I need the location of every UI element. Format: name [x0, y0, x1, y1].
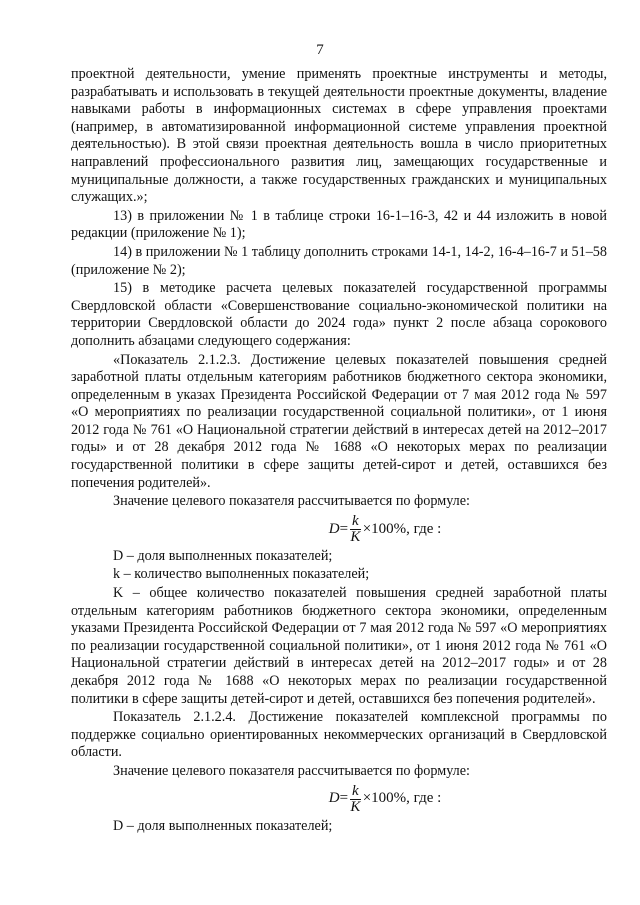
page-number: 7 [316, 42, 324, 58]
definition-d-2: D – доля выполненных показателей; [113, 817, 333, 834]
formula-numerator: k [352, 512, 359, 529]
paragraph-item-13: 13) в приложении № 1 в таблице строки 16-1–16-3, 42 и 44 изложить в новой редакции (приложение № 1); [71, 207, 607, 242]
formula-lhs: D [328, 790, 340, 807]
paragraph-formula-intro: Значение целевого показателя рассчитывается по формуле: [113, 493, 470, 510]
formula-fraction [350, 514, 361, 545]
definition-K: K – общее количество показателей повышения средней заработной платы отдельным категориям работников бюджетного сектора экономики, определенным указами Президента Российской Федерации от 7 мая 2012 года № 597 «О мероприятиях по реализации государственной социальной политики», от 1 июня 2012 года № 761 «О Национальной стратегии действий в интересах детей на 2012–2017 годы» и от 28 декабря 2012 года № 1688 «О некоторых мерах по реализации государственной политики в сфере защиты детей-сирот и детей, оставшихся без попечения родителей». [71, 585, 607, 707]
paragraph-formula-intro-2: Значение целевого показателя рассчитывается по формуле: [113, 762, 470, 779]
definition-d: D – доля выполненных показателей; [113, 547, 333, 564]
paragraph-item-15: 15) в методике расчета целевых показателей государственной программы Свердловской области «Совершенствование социально-экономической политики на территории Свердловской области до 2024 года» пункт 2 после абзаца сорокового дополнить абзацами следующего содержания: [71, 280, 607, 349]
paragraph-indicator-2-1-2-4: Показатель 2.1.2.4. Достижение показателей комплексной программы по поддержке социально ориентированных некоммерческих организаций в Свердловской области. [71, 709, 607, 761]
formula-eq: = [339, 790, 349, 807]
formula-fraction [350, 784, 361, 815]
formula-numerator: k [352, 782, 359, 799]
formula-denominator: K [350, 798, 361, 815]
formula-denominator: K [350, 528, 361, 545]
definition-k: k – количество выполненных показателей; [113, 566, 370, 583]
formula-1 [71, 514, 607, 545]
formula-tail: ×100%, где : [362, 520, 442, 537]
paragraph-item-14: 14) в приложении № 1 таблицу дополнить строками 14-1, 14-2, 16-4–16-7 и 51–58 (приложение № 2); [71, 243, 607, 278]
formula-2 [71, 784, 607, 815]
paragraph-continuation: проектной деятельности, умение применять проектные инструменты и методы, разрабатывать и использовать в текущей деятельности проектные документы, владение навыками работы в информационных системах в сфере управления проектами (например, в автоматизированной информационной системе управления проектной деятельностью). В этой связи проектная деятельность вошла в число приоритетных направлений профессионального развития лиц, замещающих государственные и муниципальные должности, а также государственных гражданских и муниципальных служащих.»; [71, 66, 607, 206]
paragraph-indicator-2-1-2-3: «Показатель 2.1.2.3. Достижение целевых показателей повышения средней заработной платы отдельным категориям работников бюджетного сектора экономики, определенным в указах Президента Российской Федерации от 7 мая 2012 года № 597 «О мероприятиях по реализации государственной социальной политики», от 1 июня 2012 года № 761 «О Национальной стратегии действий в интересах детей на 2012–2017 годы» и от 28 декабря 2012 года № 1688 «О некоторых мерах по реализации государственной политики в сфере защиты детей-сирот и детей, оставшихся без попечения родителей». [71, 351, 607, 491]
formula-lhs: D [328, 520, 340, 537]
document-body [71, 66, 607, 836]
formula-eq: = [339, 520, 349, 537]
formula-tail: ×100%, где : [362, 790, 442, 807]
